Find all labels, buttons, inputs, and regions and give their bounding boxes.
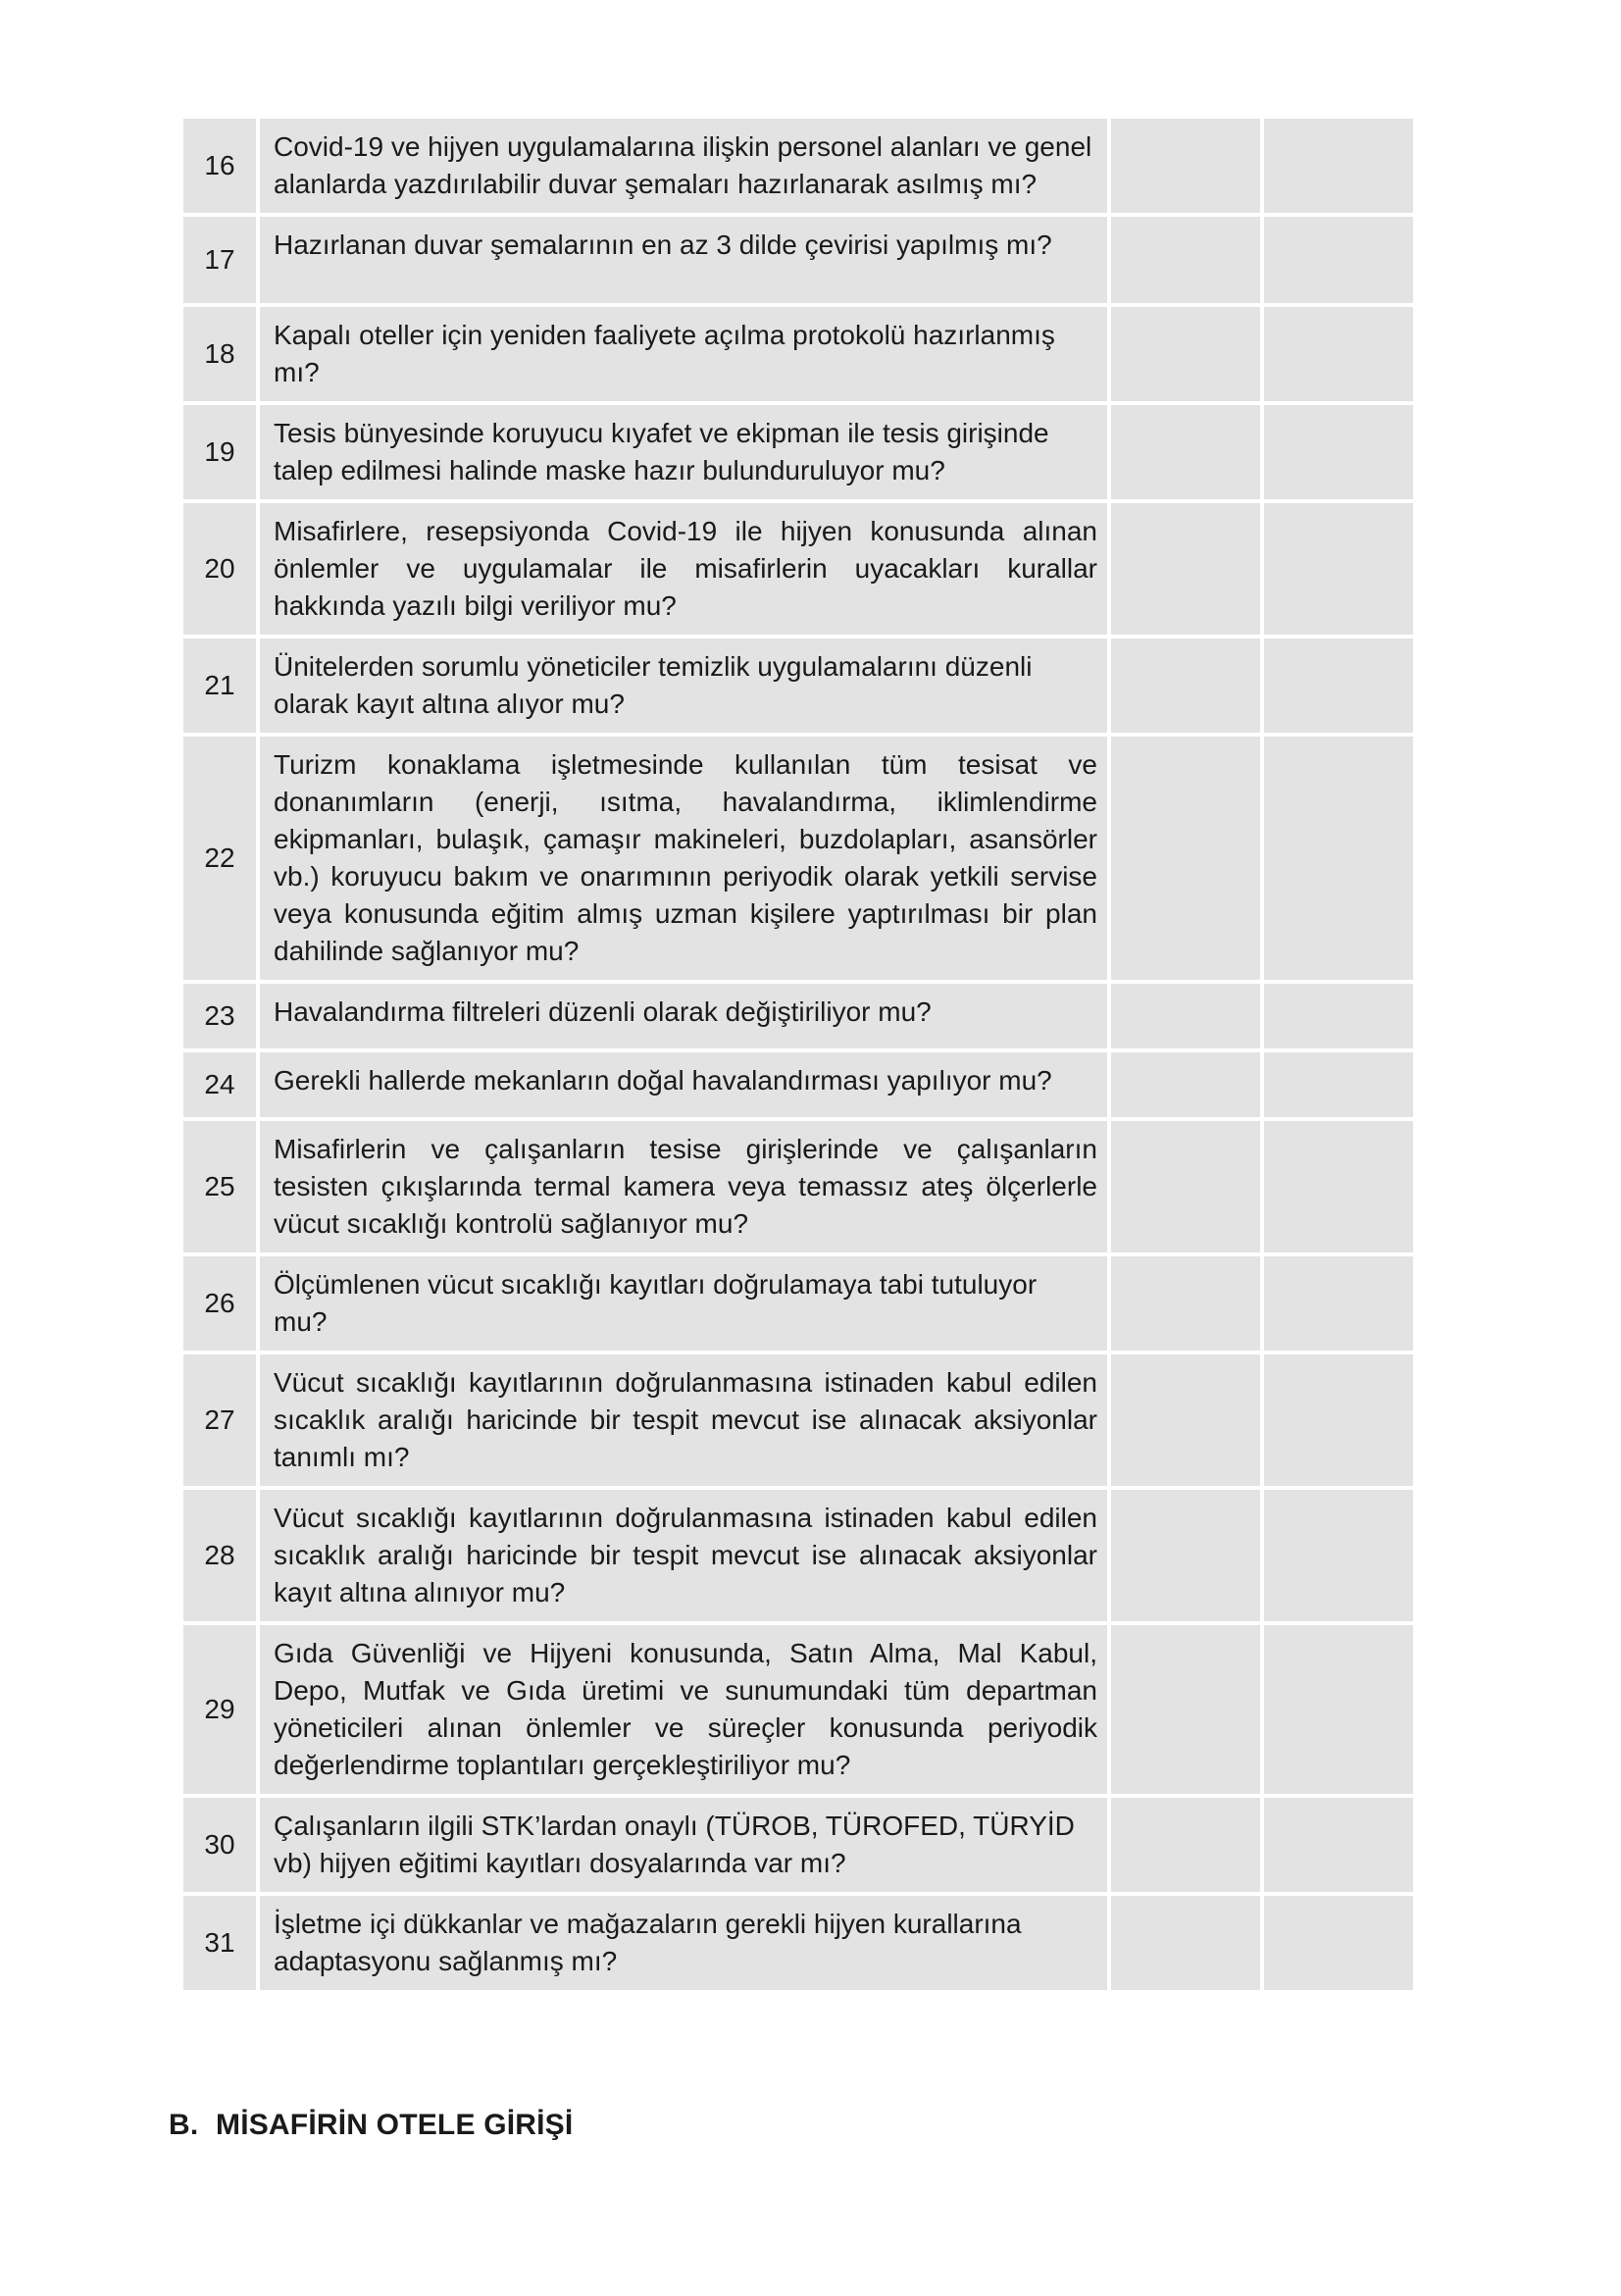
row-number: 22: [183, 737, 260, 984]
answer-cell-2[interactable]: [1264, 1896, 1413, 1994]
row-number: 20: [183, 503, 260, 638]
answer-cell-2[interactable]: [1264, 119, 1413, 217]
row-number: 19: [183, 405, 260, 503]
row-question: Ölçümlenen vücut sıcaklığı kayıtları doğrulamaya tabi tutuluyor mu?: [260, 1256, 1111, 1354]
row-number: 28: [183, 1490, 260, 1625]
answer-cell-1[interactable]: [1111, 1798, 1264, 1896]
answer-cell-1[interactable]: [1111, 1052, 1264, 1121]
checklist-row: [183, 405, 1413, 503]
row-number: 25: [183, 1121, 260, 1256]
answer-cell-2[interactable]: [1264, 1354, 1413, 1490]
row-question: Gıda Güvenliği ve Hijyeni konusunda, Satın Alma, Mal Kabul, Depo, Mutfak ve Gıda üretimi ve sunumundaki tüm departman yöneticileri alınan önlemler ve süreçler konusunda periyodik değerlendirme toplantıları gerçekleştiriliyor mu?: [260, 1625, 1111, 1798]
row-question: Covid-19 ve hijyen uygulamalarına ilişkin personel alanları ve genel alanlarda yazdırılabilir duvar şemaları hazırlanarak asılmış mı?: [260, 119, 1111, 217]
section-letter: B.: [169, 2109, 199, 2141]
row-number: 17: [183, 217, 260, 307]
answer-cell-1[interactable]: [1111, 405, 1264, 503]
checklist-row: [183, 737, 1413, 984]
checklist-body: [183, 119, 1413, 1994]
row-question: Misafirlere, resepsiyonda Covid-19 ile hijyen konusunda alınan önlemler ve uygulamalar ile misafirlerin uyacakları kurallar hakkında yazılı bilgi veriliyor mu?: [260, 503, 1111, 638]
row-number: 16: [183, 119, 260, 217]
answer-cell-1[interactable]: [1111, 1896, 1264, 1994]
row-number: 24: [183, 1052, 260, 1121]
row-number: 27: [183, 1354, 260, 1490]
answer-cell-1[interactable]: [1111, 217, 1264, 307]
answer-cell-2[interactable]: [1264, 984, 1413, 1052]
checklist-table: [183, 119, 1413, 1994]
checklist-row: [183, 503, 1413, 638]
row-question: İşletme içi dükkanlar ve mağazaların gerekli hijyen kurallarına adaptasyonu sağlanmış mı?: [260, 1896, 1111, 1994]
answer-cell-2[interactable]: [1264, 1256, 1413, 1354]
answer-cell-1[interactable]: [1111, 984, 1264, 1052]
row-question: Gerekli hallerde mekanların doğal havalandırması yapılıyor mu?: [260, 1052, 1111, 1121]
answer-cell-1[interactable]: [1111, 1625, 1264, 1798]
answer-cell-2[interactable]: [1264, 503, 1413, 638]
answer-cell-2[interactable]: [1264, 405, 1413, 503]
checklist-row: [183, 1625, 1413, 1798]
answer-cell-2[interactable]: [1264, 737, 1413, 984]
answer-cell-1[interactable]: [1111, 1354, 1264, 1490]
answer-cell-1[interactable]: [1111, 638, 1264, 737]
checklist-table-container: [183, 119, 1413, 1994]
answer-cell-2[interactable]: [1264, 1121, 1413, 1256]
answer-cell-2[interactable]: [1264, 1490, 1413, 1625]
row-question: Tesis bünyesinde koruyucu kıyafet ve ekipman ile tesis girişinde talep edilmesi halinde maske hazır bulunduruluyor mu?: [260, 405, 1111, 503]
checklist-row: [183, 1121, 1413, 1256]
row-number: 26: [183, 1256, 260, 1354]
row-question: Vücut sıcaklığı kayıtlarının doğrulanmasına istinaden kabul edilen sıcaklık aralığı haricinde bir tespit mevcut ise alınacak aksiyonlar kayıt altına alınıyor mu?: [260, 1490, 1111, 1625]
answer-cell-2[interactable]: [1264, 638, 1413, 737]
answer-cell-1[interactable]: [1111, 503, 1264, 638]
row-question: Ünitelerden sorumlu yöneticiler temizlik uygulamalarını düzenli olarak kayıt altına alıyor mu?: [260, 638, 1111, 737]
answer-cell-2[interactable]: [1264, 217, 1413, 307]
checklist-row: [183, 1896, 1413, 1994]
checklist-row: [183, 217, 1413, 307]
answer-cell-2[interactable]: [1264, 307, 1413, 405]
checklist-row: [183, 984, 1413, 1052]
checklist-row: [183, 1354, 1413, 1490]
row-number: 29: [183, 1625, 260, 1798]
checklist-row: [183, 1052, 1413, 1121]
section-heading: [169, 2109, 573, 2142]
row-question: Kapalı oteller için yeniden faaliyete açılma protokolü hazırlanmış mı?: [260, 307, 1111, 405]
checklist-row: [183, 1798, 1413, 1896]
row-question: Misafirlerin ve çalışanların tesise girişlerinde ve çalışanların tesisten çıkışlarında termal kamera veya temassız ateş ölçerlerle vücut sıcaklığı kontrolü sağlanıyor mu?: [260, 1121, 1111, 1256]
row-number: 31: [183, 1896, 260, 1994]
answer-cell-2[interactable]: [1264, 1798, 1413, 1896]
row-question: Turizm konaklama işletmesinde kullanılan tüm tesisat ve donanımların (enerji, ısıtma, havalandırma, iklimlendirme ekipmanları, bulaşık, çamaşır makineleri, buzdolapları, asansörler vb.) koruyucu bakım ve onarımının periyodik olarak yetkili servise veya konusunda eğitim almış uzman kişilere yaptırılması bir plan dahilinde sağlanıyor mu?: [260, 737, 1111, 984]
row-number: 30: [183, 1798, 260, 1896]
answer-cell-1[interactable]: [1111, 307, 1264, 405]
checklist-row: [183, 638, 1413, 737]
answer-cell-1[interactable]: [1111, 1490, 1264, 1625]
row-question: Havalandırma filtreleri düzenli olarak değiştiriliyor mu?: [260, 984, 1111, 1052]
row-number: 18: [183, 307, 260, 405]
answer-cell-2[interactable]: [1264, 1625, 1413, 1798]
checklist-row: [183, 1256, 1413, 1354]
row-number: 23: [183, 984, 260, 1052]
answer-cell-1[interactable]: [1111, 737, 1264, 984]
answer-cell-1[interactable]: [1111, 1256, 1264, 1354]
row-question: Hazırlanan duvar şemalarının en az 3 dilde çevirisi yapılmış mı?: [260, 217, 1111, 307]
row-question: Çalışanların ilgili STK’lardan onaylı (TÜROB, TÜROFED, TÜRYİD vb) hijyen eğitimi kayıtları dosyalarında var mı?: [260, 1798, 1111, 1896]
row-number: 21: [183, 638, 260, 737]
row-question: Vücut sıcaklığı kayıtlarının doğrulanmasına istinaden kabul edilen sıcaklık aralığı haricinde bir tespit mevcut ise alınacak aksiyonlar tanımlı mı?: [260, 1354, 1111, 1490]
checklist-row: [183, 119, 1413, 217]
answer-cell-1[interactable]: [1111, 1121, 1264, 1256]
answer-cell-1[interactable]: [1111, 119, 1264, 217]
answer-cell-2[interactable]: [1264, 1052, 1413, 1121]
section-title: MİSAFİRİN OTELE GİRİŞİ: [216, 2109, 574, 2141]
checklist-row: [183, 1490, 1413, 1625]
checklist-row: [183, 307, 1413, 405]
